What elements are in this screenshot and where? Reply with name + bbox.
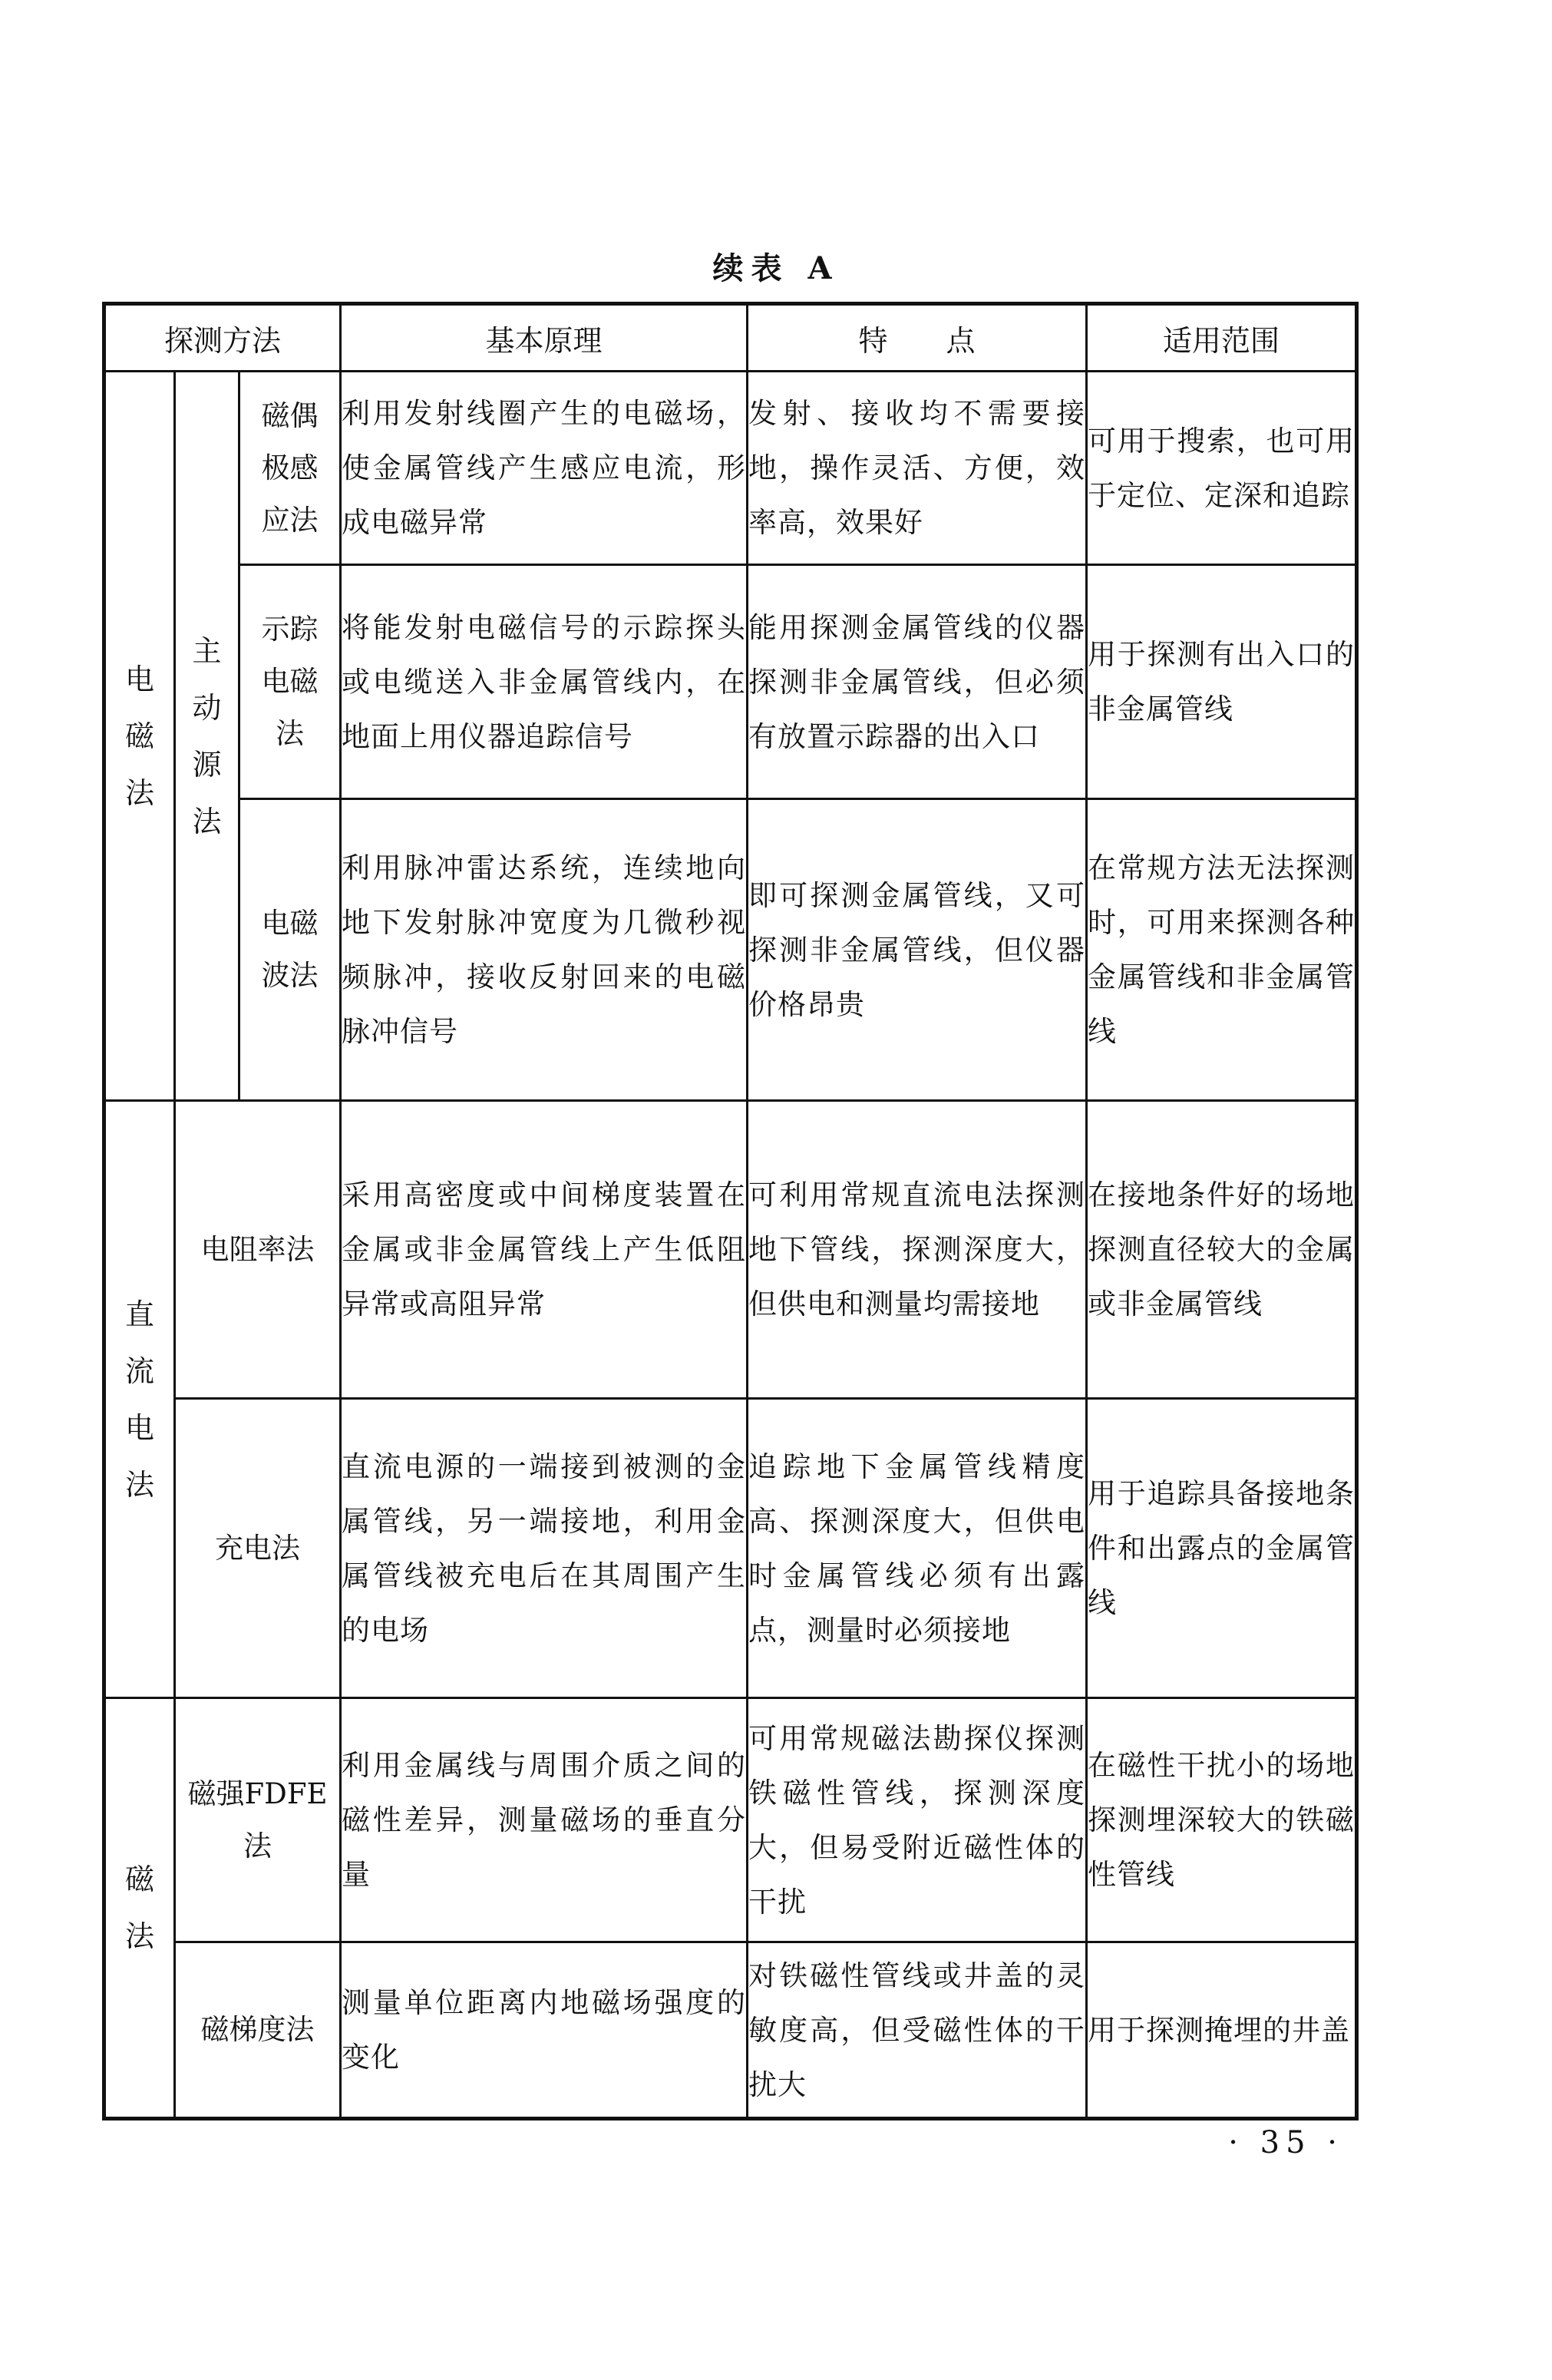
group-label-char: 法: [124, 1919, 154, 1953]
principle-cell: 利用金属线与周围介质之间的磁性差异，测量磁场的垂直分量: [341, 1698, 748, 1942]
group-em: [104, 372, 175, 1101]
group-label-char: 法: [192, 804, 222, 838]
group-label-char: 法: [124, 775, 154, 810]
method-cell: 磁强FDFE法: [175, 1698, 341, 1942]
features-cell: 能用探测金属管线的仪器探测非金属管线，但必须有放置示踪器的出入口: [748, 565, 1087, 799]
header-scope: 适用范围: [1087, 304, 1357, 372]
table-row: [104, 1698, 1357, 1942]
group-label-char: 源: [192, 747, 222, 782]
group-dc: [104, 1101, 175, 1698]
method-name: [240, 897, 339, 1002]
group-active-label: [176, 623, 238, 850]
method-cell: [239, 372, 341, 565]
table-title: 续表 A: [712, 250, 840, 286]
scope-cell: 用于追踪具备接地条件和出露点的金属管线: [1087, 1399, 1357, 1698]
detection-methods-table: [102, 302, 1359, 2121]
scope-cell: 可用于搜索，也可用于定位、定深和追踪: [1087, 372, 1357, 565]
method-cell: [239, 565, 341, 799]
features-cell: 发射、接收均不需要接地，操作灵活、方便，效率高，效果好: [748, 372, 1087, 565]
method-cell: 磁梯度法: [175, 1942, 341, 2119]
group-label-char: 流: [124, 1354, 154, 1388]
features-cell: 追踪地下金属管线精度高、探测深度大，但供电时金属管线必须有出露点，测量时必须接地: [748, 1399, 1087, 1698]
scope-cell: 用于探测有出入口的非金属管线: [1087, 565, 1357, 799]
page-number: · 35 ·: [1228, 2125, 1343, 2160]
group-label-char: 动: [192, 690, 222, 725]
group-mag-label: [106, 1851, 173, 1965]
features-cell: 可用常规磁法勘探仪探测铁磁性管线，探测深度大，但易受附近磁性体的干扰: [748, 1698, 1087, 1942]
features-cell: 即可探测金属管线，又可探测非金属管线，但仪器价格昂贵: [748, 799, 1087, 1101]
method-cell: 电阻率法: [175, 1101, 341, 1399]
features-cell: 可利用常规直流电法探测地下管线，探测深度大，但供电和测量均需接地: [748, 1101, 1087, 1399]
features-cell: 对铁磁性管线或井盖的灵敏度高，但受磁性体的干扰大: [748, 1942, 1087, 2119]
principle-cell: 利用发射线圈产生的电磁场，使金属管线产生感应电流，形成电磁异常: [341, 372, 748, 565]
group-label-char: 直: [124, 1297, 154, 1331]
header-features: 特 点: [748, 304, 1087, 372]
group-active: [175, 372, 239, 1101]
group-label-char: 磁: [124, 719, 154, 753]
header-row: [104, 304, 1357, 372]
table-row: [104, 1101, 1357, 1399]
table-row: [104, 565, 1357, 799]
method-name: [240, 603, 339, 760]
header-method: 探测方法: [104, 304, 341, 372]
group-mag: [104, 1698, 175, 2119]
scope-cell: 用于探测掩埋的井盖: [1087, 1942, 1357, 2119]
group-label-char: 电: [124, 662, 154, 696]
table-row: [104, 372, 1357, 565]
method-name: [240, 390, 339, 547]
method-name-line: 电磁: [261, 665, 319, 698]
method-name-line: 磁偶: [261, 398, 319, 432]
method-name-line: 极感: [261, 451, 319, 484]
principle-cell: 采用高密度或中间梯度装置在金属或非金属管线上产生低阻异常或高阻异常: [341, 1101, 748, 1399]
principle-cell: 测量单位距离内地磁场强度的变化: [341, 1942, 748, 2119]
group-label-char: 电: [124, 1410, 154, 1445]
principle-cell: 将能发射电磁信号的示踪探头或电缆送入非金属管线内，在地面上用仪器追踪信号: [341, 565, 748, 799]
header-principle: 基本原理: [341, 304, 748, 372]
method-cell: [239, 799, 341, 1101]
method-name-line: 波法: [261, 959, 319, 992]
method-name-line: 应法: [261, 503, 319, 537]
principle-cell: 利用脉冲雷达系统，连续地向地下发射脉冲宽度为几微秒视频脉冲，接收反射回来的电磁脉冲信号: [341, 799, 748, 1101]
group-label-char: 主: [192, 633, 222, 668]
scope-cell: 在磁性干扰小的场地探测埋深较大的铁磁性管线: [1087, 1698, 1357, 1942]
group-dc-label: [106, 1286, 173, 1513]
method-cell: 充电法: [175, 1399, 341, 1698]
scope-cell: 在接地条件好的场地探测直径较大的金属或非金属管线: [1087, 1101, 1357, 1399]
table-row: [104, 1942, 1357, 2119]
principle-cell: 直流电源的一端接到被测的金属管线，另一端接地，利用金属管线被充电后在其周围产生的电场: [341, 1399, 748, 1698]
method-name-line: 电磁: [261, 907, 319, 940]
group-em-label: [106, 651, 173, 821]
scope-cell: 在常规方法无法探测时，可用来探测各种金属管线和非金属管线: [1087, 799, 1357, 1101]
group-label-char: 法: [124, 1467, 154, 1502]
table-row: [104, 799, 1357, 1101]
group-label-char: 磁: [124, 1863, 154, 1896]
table-row: [104, 1399, 1357, 1698]
method-name-line: 示踪: [261, 613, 319, 646]
method-name-line: 法: [276, 717, 304, 750]
